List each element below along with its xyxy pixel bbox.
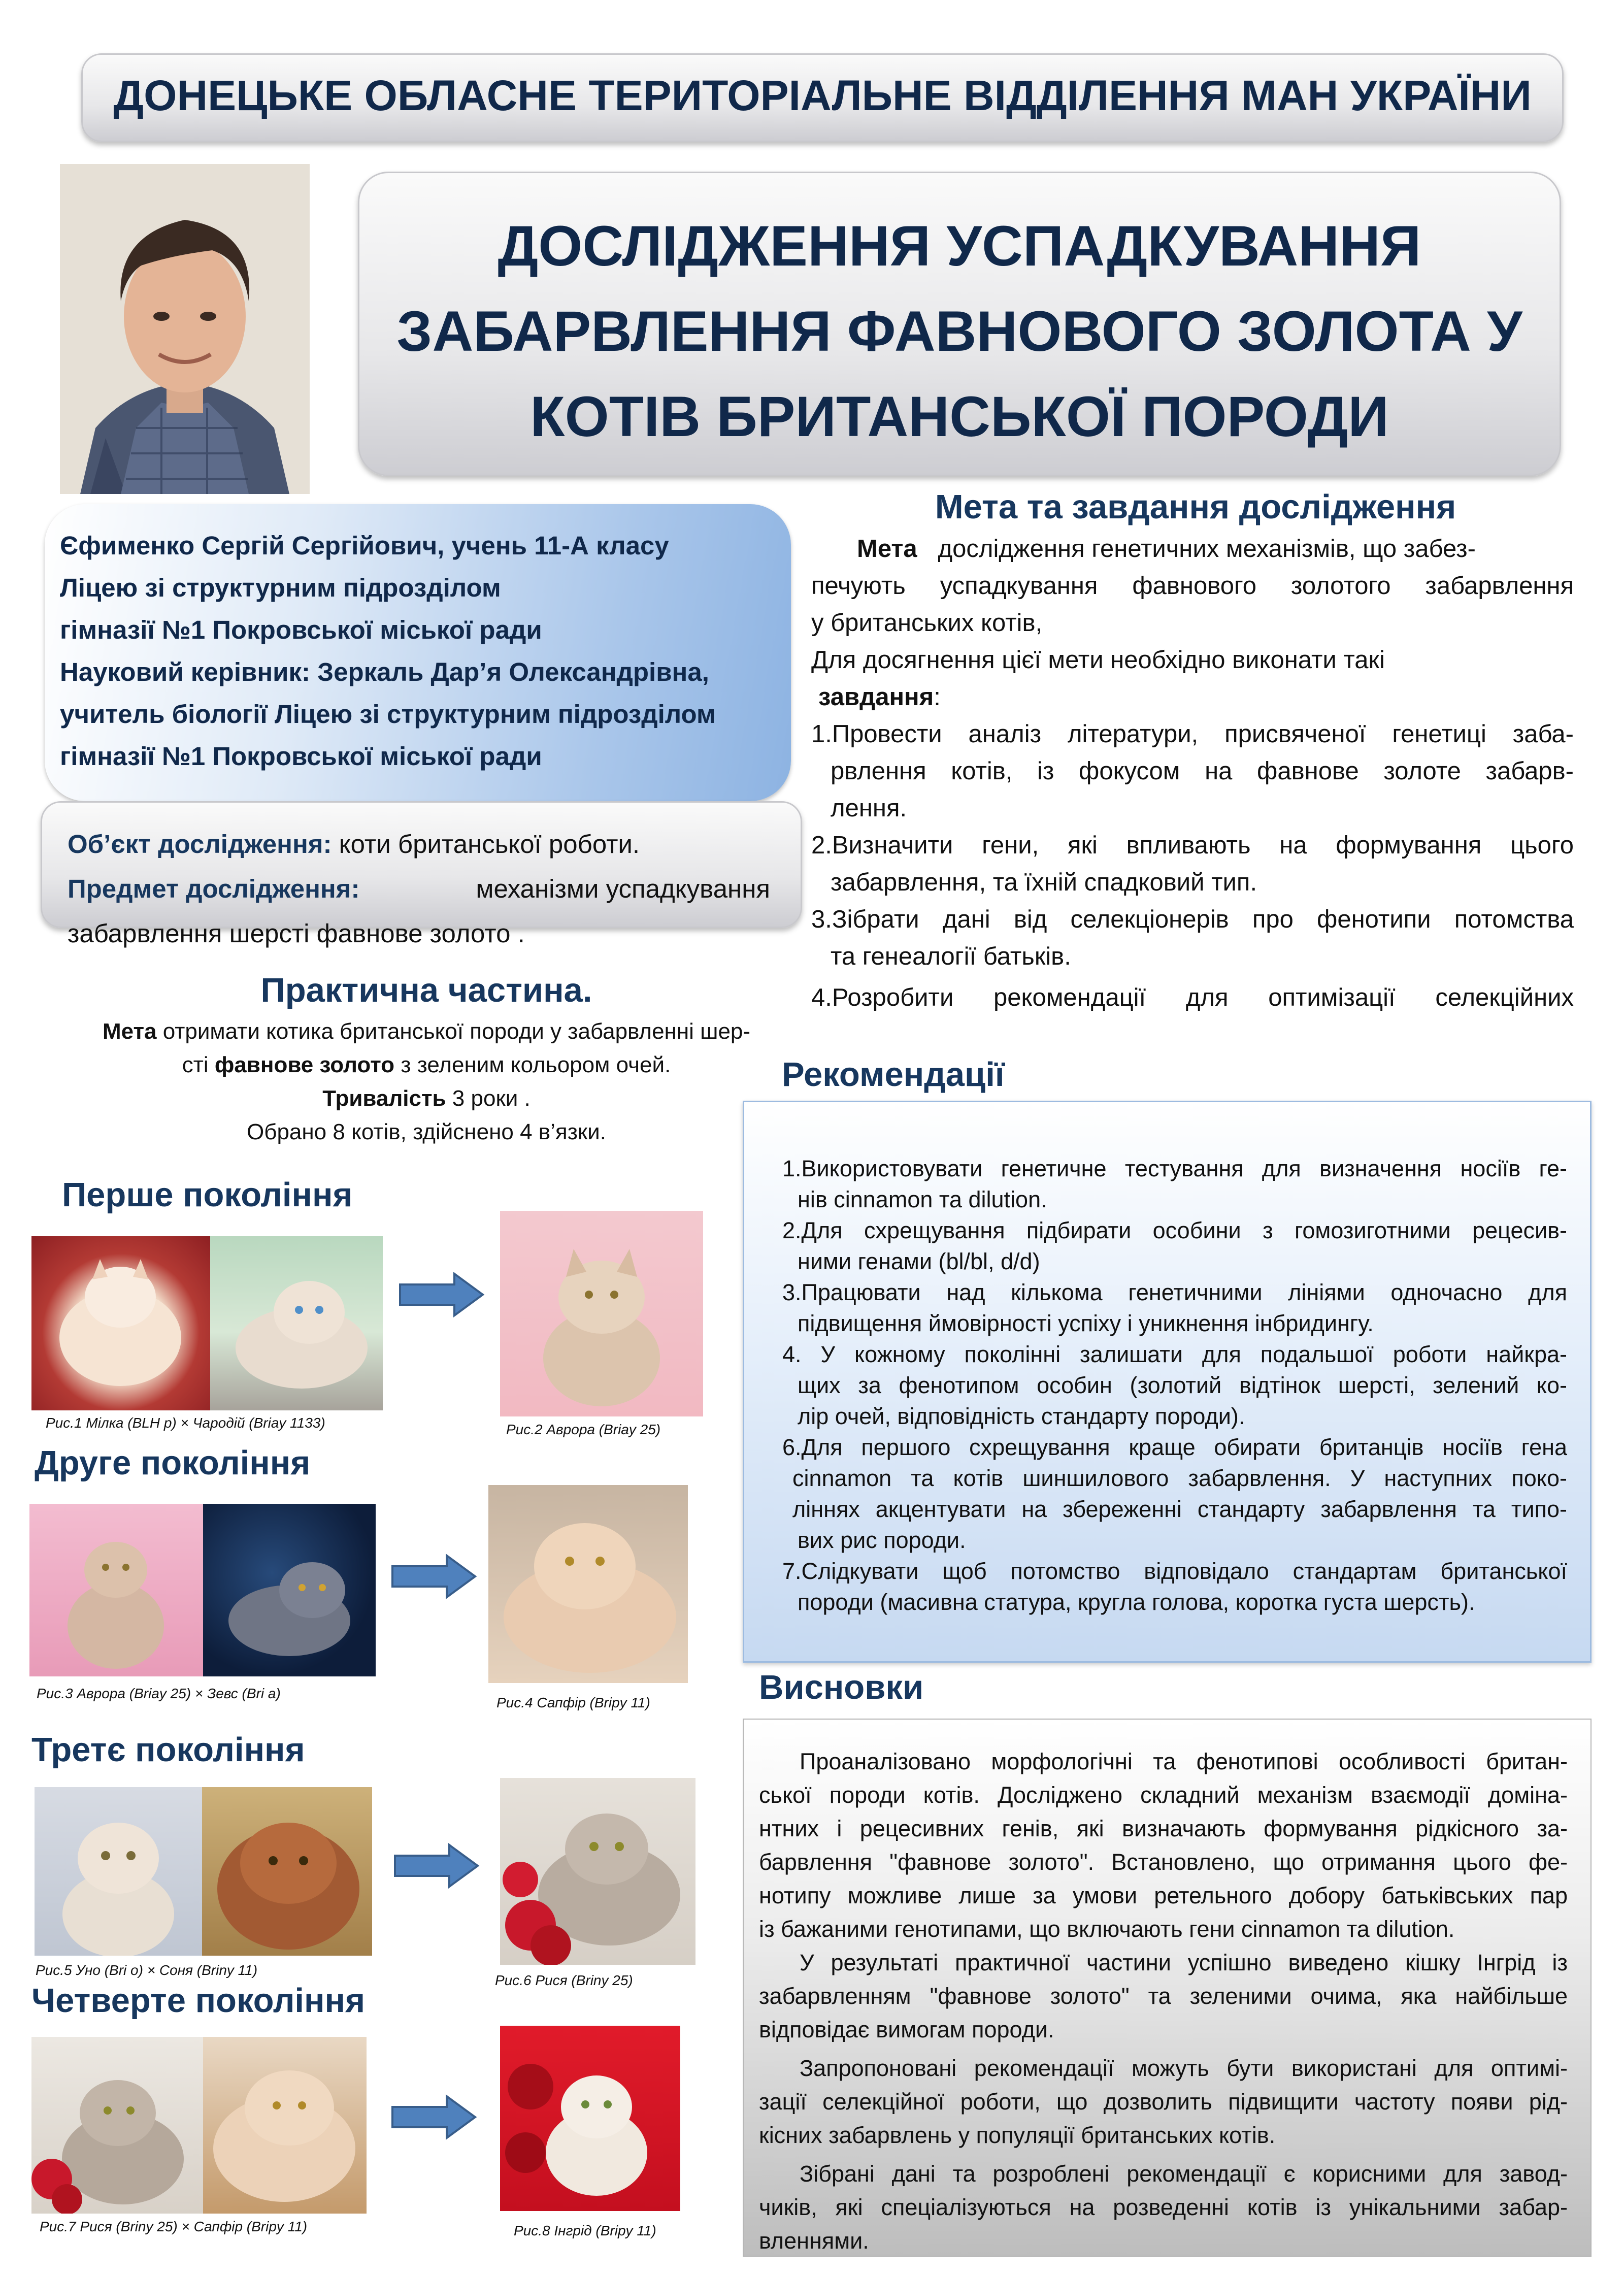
task-item: 3.Зібрати дані від селекціонерів про фенотипи потомства та генеалогії батьків.	[811, 906, 1574, 970]
target-color: фавнове золото	[214, 1052, 395, 1077]
object-text: коти британської роботи.	[332, 830, 640, 859]
cat-photo	[29, 1504, 203, 1676]
conclusion-paragraph: У результаті практичної частини успішно виведено кішку Інгрід із забарвленням "фавнове золото" та зеленими очима, яка найбільше відповідає вимогам породи.	[759, 1950, 1568, 2042]
recommendation-item: 1.Використовувати генетичне тестування для визначення носіїв ге- нів cinnamon та dilution.	[782, 1156, 1567, 1212]
cat-photo	[31, 2037, 203, 2214]
author-line: гімназії №1 Покровської міської ради	[60, 615, 542, 644]
gen2-heading: Друге покоління	[35, 1444, 311, 1482]
object-subject-box	[41, 801, 802, 948]
supervisor-line: учитель біології Ліцею зі структурним підрозділом	[60, 700, 716, 729]
recommendations-box	[743, 1101, 1592, 1663]
title-line-1: ДОСЛІДЖЕННЯ УСПАДКУВАННЯ	[498, 214, 1421, 278]
author-line: Єфименко Сергій Сергійович, учень 11-А класу	[60, 531, 669, 560]
goal-text: дослідження генетичних механізмів, що забез-	[917, 535, 1476, 563]
object-label: Об’єкт дослідження:	[68, 830, 332, 859]
task-item: 2.Визначити гени, які впливають на формування цього забарвлення, та їхній спадковий тип.	[811, 832, 1574, 896]
cat-photo	[31, 1236, 210, 1410]
task-item: 1.Провести аналіз літератури, присвяченої генетиці заба- рвлення котів, із фокусом на фавнове золоте забарв- лення.	[811, 720, 1574, 822]
author-portrait	[60, 164, 310, 494]
supervisor-line: гімназії №1 Покровської міської ради	[60, 742, 542, 771]
conclusions-heading: Висновки	[759, 1668, 924, 1706]
cat-photo	[500, 1778, 695, 1965]
title-line-3: КОТІВ БРИТАНСЬКОЇ ПОРОДИ	[530, 385, 1389, 448]
gen3-heading: Третє покоління	[31, 1731, 305, 1769]
goal-text: у британських котів,	[811, 609, 1043, 637]
recommendation-item: 7.Слідкувати щоб потомство відповідало стандартам британської породи (масивна статура, кругла голова, коротка густа шерсть).	[782, 1558, 1567, 1615]
recommendation-item: 3.Працювати над кількома генетичними лініями одночасно для підвищення ймовірності успіху і уникнення інбридингу.	[782, 1279, 1567, 1336]
recommendation-item: 4. У кожному поколінні залишати для подальшої роботи найкра- щих за фенотипом особин (золотий відтінок шерсті, зелений ко- лір очей, відповідність стандарту породи).	[782, 1341, 1567, 1429]
practical-section: Практична частина. Мета отримати котика британської породи у забарвленні шер- сті фавнове золото з зеленим кольором очей. Тривалість 3 роки . Обрано 8 котів, здійснено 4 в’язки.	[51, 971, 802, 1149]
subject-text-cont: забарвлення шерсті фавнове золото .	[68, 919, 525, 948]
cat-photo	[35, 1787, 202, 1956]
practical-goal-label: Мета	[102, 1019, 157, 1044]
arrow-right-icon	[399, 1272, 485, 1317]
conclusion-paragraph: Запропоновані рекомендації можуть бути використані для оптимі- зації селекційної роботи, що дозволить підвищити частоту появи рід- кісних забарвлень у популяції британських котів.	[759, 2055, 1568, 2148]
recommendation-item: 6.Для першого схрещування краще обирати британців носіїв гена cinnamon та котів шиншилового забарвлення. У наступних поко- ліннях акцентувати на збереженні стандарту забарвлення та типо- вих рис породи.	[782, 1434, 1567, 1553]
duration-label: Тривалість	[322, 1086, 446, 1111]
figure-caption: Рис.6 Рися (Briny 25)	[495, 1972, 633, 1988]
cat-photo	[210, 1236, 383, 1410]
figure-caption: Рис.7 Рися (Briny 25) × Сапфір (Bripy 11)	[40, 2219, 308, 2234]
practical-heading: Практична частина.	[260, 971, 592, 1009]
header-banner	[81, 53, 1564, 142]
conclusion-paragraph: Проаналізовано морфологічні та фенотипові особливості британ- ської породи котів. Досліджено складний механізм взаємодії доміна- нтних і рецесивних генів, які визначають формування рідкісного за- барвлення "фавнове золото". Встановлено, що отримання цього фе- нотипу можливе лише за умови ретельного добору батьківських пар із бажаними генотипами, що включають гени cinnamon та dilution.	[759, 1749, 1568, 1942]
arrow-right-icon	[391, 1554, 477, 1599]
gen1-heading: Перше покоління	[62, 1176, 353, 1214]
gen4-heading: Четверте покоління	[31, 1982, 366, 2020]
cat-photo	[488, 1485, 688, 1683]
cat-photo	[500, 2026, 680, 2211]
cat-photo	[203, 2037, 367, 2214]
organization-title: ДОНЕЦЬКЕ ОБЛАСНЕ ТЕРИТОРІАЛЬНЕ ВІДДІЛЕННЯ МАН УКРАЇНИ	[113, 72, 1532, 119]
goal-text: печують успадкування фавнового золотого забарвлення	[811, 572, 1574, 600]
conclusions-box	[743, 1719, 1592, 2257]
figure-caption: Рис.4 Сапфір (Bripy 11)	[496, 1695, 650, 1710]
goals-section: Мета та завдання дослідження Мета дослідження генетичних механізмів, що забез- печують успадкування фавнового золотого забарвлення у британських котів, Для досягнення цієї мети необхідно виконати такі завдання: 1.Провести аналіз літератури, присвяченої генетиці заба- рвлення котів, із фокусом на фавнове золоте забарв- лення. 2.Визначити гени, які впливають на формування цього забарвлення, та їхній спадковий тип. 3.Зібрати дані від селекціонерів про фенотипи потомства та генеалогії батьків. 4.Розробити рекомендації для оптимізації селекційних	[807, 487, 1574, 1016]
cat-photo	[202, 1787, 372, 1956]
subject-label: Предмет дослідження:	[68, 874, 360, 903]
goals-heading: Мета та завдання дослідження	[935, 488, 1456, 526]
title-line-2: ЗАБАРВЛЕННЯ ФАВНОВОГО ЗОЛОТА У	[396, 300, 1522, 363]
cat-photo	[203, 1504, 376, 1676]
tasks-label: завдання	[818, 683, 934, 711]
figure-caption: Рис.3 Аврора (Briay 25) × Зевс (Bri a)	[37, 1686, 281, 1701]
arrow-right-icon	[393, 1843, 480, 1889]
goal-label: Мета	[857, 535, 917, 563]
task-item: 4.Розробити рекомендації для оптимізації селекційних	[811, 984, 1574, 1011]
cat-photo	[500, 1211, 703, 1416]
tasks-intro: Для досягнення цієї мети необхідно виконати такі	[811, 646, 1385, 674]
figure-caption: Рис.5 Уно (Bri o) × Соня (Briny 11)	[36, 1962, 258, 1978]
figure-caption: Рис.1 Мілка (BLH p) × Чародій (Briay 1133)	[46, 1415, 325, 1431]
recommendations-heading: Рекомендації	[782, 1056, 1005, 1094]
supervisor-line: Науковий керівник: Зеркаль Дар’я Олександрівна,	[60, 657, 709, 686]
conclusion-paragraph: Зібрані дані та розроблені рекомендації є корисними для завод- чиків, які спеціалізуються на розведенні котів із унікальними забар- вленнями.	[759, 2161, 1568, 2254]
practical-summary: Обрано 8 котів, здійснено 4 в’язки.	[247, 1119, 606, 1144]
poster-title-box	[358, 172, 1561, 476]
recommendation-item: 2.Для схрещування підбирати особини з гомозиготними рецесив- ними генами (bl/bl, d/d)	[782, 1217, 1567, 1274]
author-info-box	[45, 504, 791, 801]
arrow-right-icon	[391, 2094, 477, 2140]
figure-caption: Рис.8 Інгрід (Bripy 11)	[514, 2223, 656, 2238]
subject-text: механізми успадкування	[476, 874, 770, 903]
figure-caption: Рис.2 Аврора (Briay 25)	[506, 1422, 661, 1437]
author-line: Ліцею зі структурним підрозділом	[60, 573, 501, 602]
